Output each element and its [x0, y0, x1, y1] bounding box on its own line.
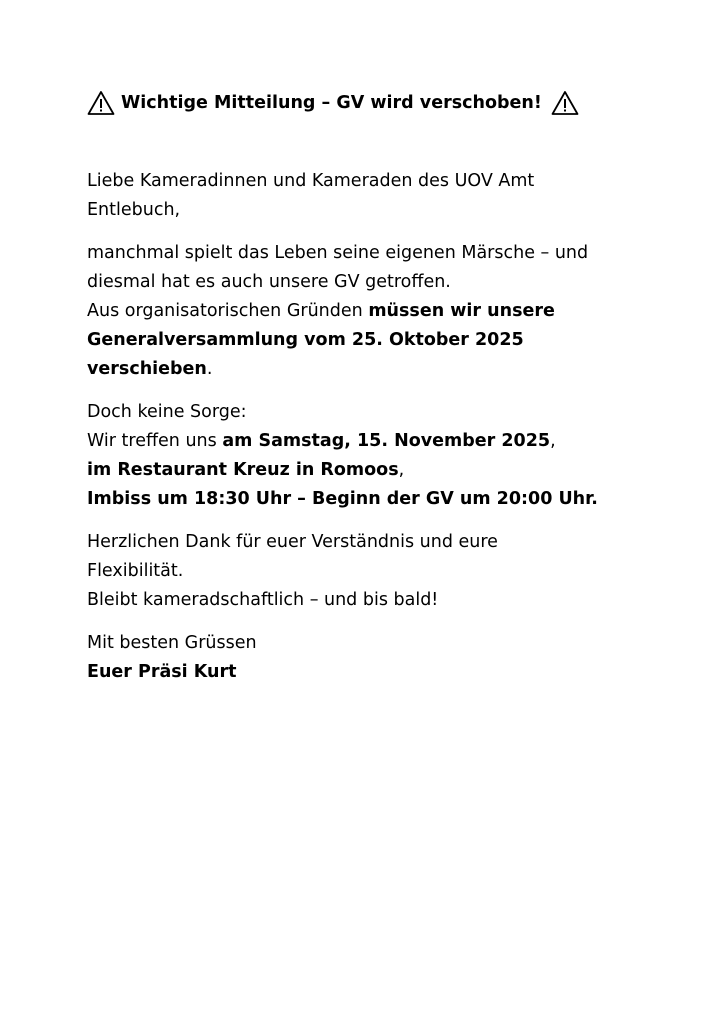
- heading-text: Wichtige Mitteilung – GV wird verschoben!: [121, 93, 542, 113]
- greeting-paragraph: [87, 167, 687, 225]
- letter-body: [87, 167, 687, 687]
- signature: [87, 658, 687, 687]
- text-line: [87, 326, 687, 355]
- event-date: am Samstag, 15. November 2025: [222, 431, 551, 451]
- warning-icon: [87, 90, 115, 116]
- closing-paragraph: [87, 629, 687, 687]
- greeting-line: Entlebuch,: [87, 200, 181, 220]
- text-segment: ,: [398, 460, 405, 480]
- bold-segment: Generalversammlung vom 25. Oktober 2025: [87, 330, 524, 350]
- text-segment: ,: [550, 431, 556, 451]
- closing-line: Mit besten Grüssen: [87, 633, 257, 653]
- postponement-paragraph: [87, 239, 687, 384]
- text-line: [87, 355, 687, 384]
- announcement-heading: [87, 86, 687, 120]
- text-segment: Wir treffen uns: [87, 431, 223, 451]
- text-line: manchmal spielt das Leben seine eigenen Märsche – und: [87, 243, 589, 263]
- text-line: diesmal hat es auch unsere GV getroffen.: [87, 272, 451, 292]
- document-page: [87, 86, 687, 701]
- signature-name: Euer Präsi Kurt: [87, 662, 237, 682]
- bold-segment: müssen wir unsere: [368, 301, 555, 321]
- text-line: [87, 297, 687, 326]
- text-line: [87, 485, 687, 514]
- event-location: im Restaurant Kreuz in Romoos: [87, 460, 399, 480]
- text-segment: .: [206, 359, 213, 379]
- text-line: Herzlichen Dank für euer Verständnis und eure: [87, 532, 498, 552]
- greeting-line: Liebe Kameradinnen und Kameraden des UOV Amt: [87, 171, 535, 191]
- text-line: [87, 427, 687, 456]
- new-date-paragraph: [87, 398, 687, 514]
- text-segment: Aus organisatorischen Gründen: [87, 301, 369, 321]
- text-line: Flexibilität.: [87, 561, 184, 581]
- thanks-paragraph: [87, 528, 687, 615]
- event-times: Imbiss um 18:30 Uhr – Beginn der GV um 20:00 Uhr.: [87, 489, 598, 509]
- bold-segment: verschieben: [87, 359, 207, 379]
- text-line: Doch keine Sorge:: [87, 402, 247, 422]
- warning-icon: [551, 90, 579, 116]
- text-line: Bleibt kameradschaftlich – und bis bald!: [87, 590, 439, 610]
- text-line: [87, 456, 687, 485]
